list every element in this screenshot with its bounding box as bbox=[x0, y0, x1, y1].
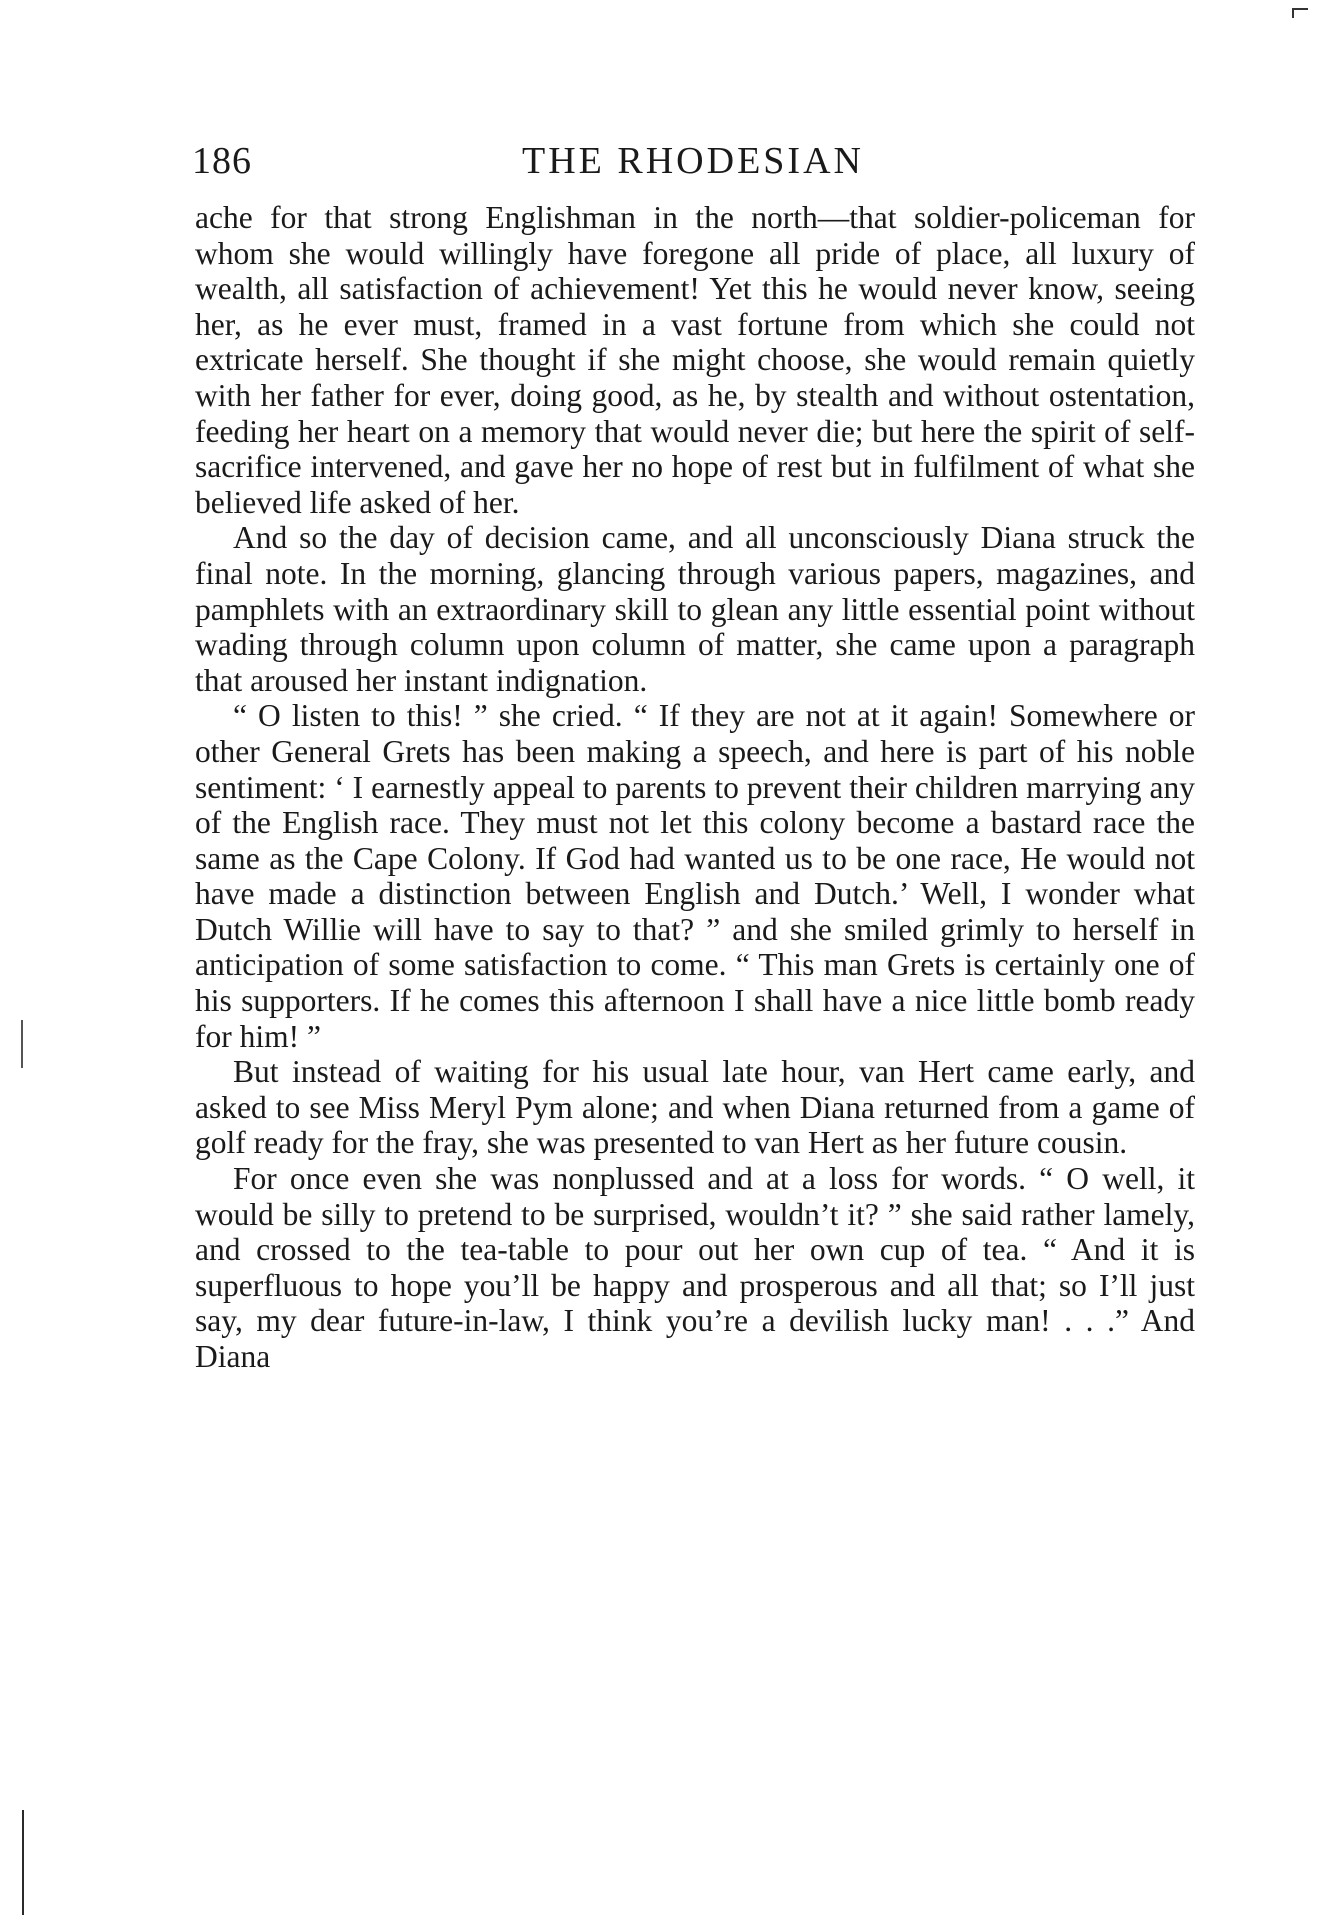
corner-mark bbox=[1292, 8, 1308, 18]
page-number: 186 bbox=[192, 140, 252, 182]
paragraph-continued: ache for that strong Englishman in the north—that soldier-policeman for whom she would willingly have foregone all pride of place, all luxury of wealth, all satisfaction of achievement! Yet this he would never know, seeing her, as he ever must, framed in a vast fortune from which she could not extricate herself. She thought if she might choose, she would remain quietly with her father for ever, doing good, as he, by stealth and without ostentation, feeding her heart on a memory that would never die; but here the spirit of self-sacrifice intervened, and gave her no hope of rest but in fulfilment of what she believed life asked of her. bbox=[195, 200, 1195, 520]
body-text bbox=[195, 200, 1195, 1375]
paragraph: But instead of waiting for his usual late hour, van Hert came early, and asked to see Miss Meryl Pym alone; and when Diana returned from a game of golf ready for the fray, she was presented to van Hert as her future cousin. bbox=[195, 1054, 1195, 1161]
binding-edge-rule bbox=[22, 1810, 24, 1915]
page-header bbox=[192, 136, 1194, 186]
paragraph: “ O listen to this! ” she cried. “ If they are not at it again! Somewhere or other General Grets has been making a speech, and here is part of his noble sentiment: ‘ I earnestly appeal to parents to prevent their children marrying any of the English race. They must not let this colony become a bastard race the same as the Cape Colony. If God had wanted us to be one race, He would not have made a distinction between English and Dutch.’ Well, I wonder what Dutch Willie will have to say to that? ” and she smiled grimly to herself in anticipation of some satisfaction to come. “ This man Grets is certainly one of his supporters. If he comes this afternoon I shall have a nice little bomb ready for him! ” bbox=[195, 698, 1195, 1054]
paragraph: And so the day of decision came, and all unconsciously Diana struck the final note. In the morning, glancing through various papers, magazines, and pamphlets with an extraordinary skill to glean any little essential point without wading through column upon column of matter, she came upon a paragraph that aroused her instant indignation. bbox=[195, 520, 1195, 698]
running-title: THE RHODESIAN bbox=[522, 140, 864, 182]
paragraph: For once even she was nonplussed and at a loss for words. “ O well, it would be silly to pretend to be surprised, wouldn’t it? ” she said rather lamely, and crossed to the tea-table to pour out her own cup of tea. “ And it is superfluous to hope you’ll be happy and prosperous and all that; so I’ll just say, my dear future-in-law, I think you’re a devilish lucky man! . . .” And Diana bbox=[195, 1161, 1195, 1374]
margin-tick bbox=[21, 1020, 23, 1068]
